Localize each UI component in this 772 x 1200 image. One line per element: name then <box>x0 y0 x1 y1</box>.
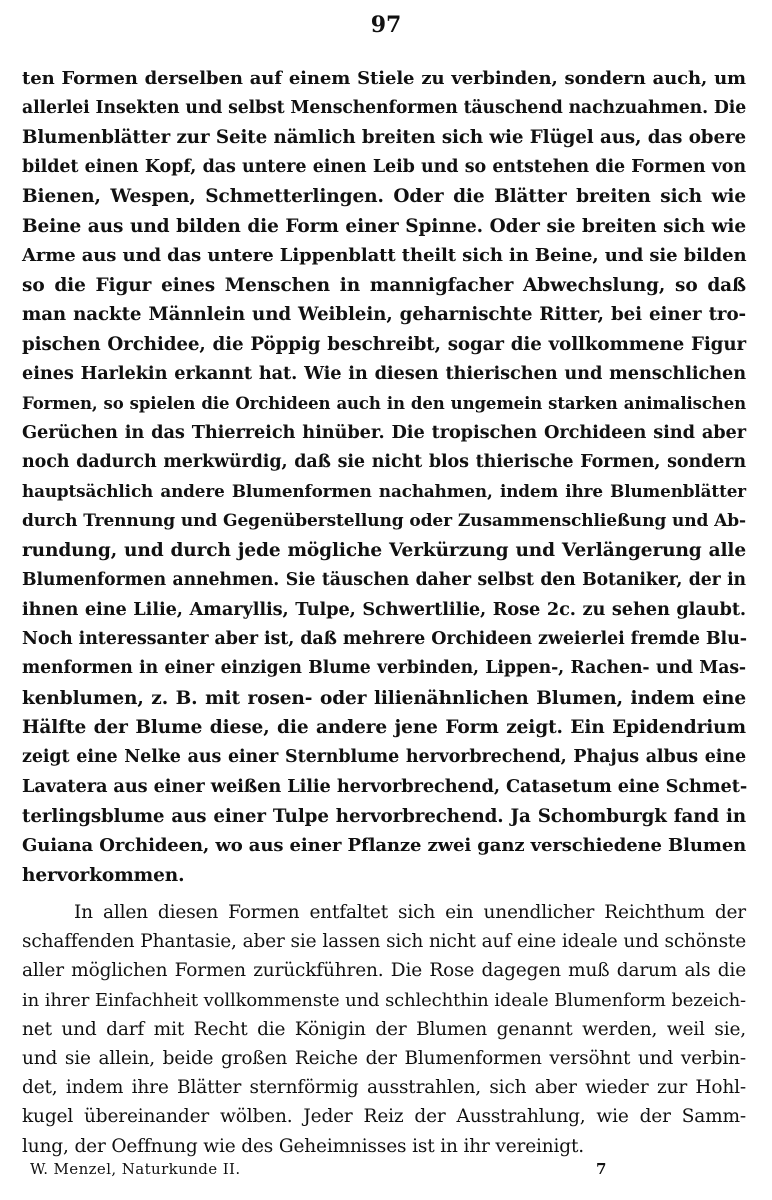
text-line: hervorkommen. <box>22 864 185 886</box>
text-line: Guiana Orchideen, wo aus einer Pflanze zwei ganz verschiedene Blumen <box>22 835 747 856</box>
text-line: Formen, so spielen die Orchideen auch in den ungemein starken animalischen <box>22 393 746 413</box>
text-line: In allen diesen Formen entfaltet sich ein unendlicher Reichthum der <box>74 902 746 923</box>
text-line: Blumenblätter zur Seite nämlich breiten sich wie Flügel aus, das obere <box>22 127 746 148</box>
text-line: lung, der Oeffnung wie des Geheimnisses ist in ihr vereinigt. <box>22 1135 585 1157</box>
text-line: allerlei Insekten und selbst Menschenformen täuschend nachzuahmen. Die <box>22 97 747 118</box>
text-line: Beine aus und bilden die Form einer Spinne. Oder sie breiten sich wie <box>22 215 746 237</box>
text-line: Hälfte der Blume diese, die andere jene Form zeigt. Ein Epidendrium <box>22 717 746 738</box>
text-line: det, indem ihre Blätter sternförmig ausstrahlen, sich aber wieder zur Hohl- <box>22 1077 746 1099</box>
page-footer <box>30 1160 730 1188</box>
page-number: 97 <box>370 12 402 38</box>
text-line: eines Harlekin erkannt hat. Wie in diesen thierischen und menschlichen <box>22 363 746 384</box>
text-line: Noch interessanter aber ist, daß mehrere Orchideen zweierlei fremde Blu- <box>22 628 747 649</box>
text-line: schaffenden Phantasie, aber sie lassen sich nicht auf eine ideale und schönste <box>22 931 746 953</box>
text-line: so die Figur eines Menschen in mannigfacher Abwechslung, so daß <box>22 274 746 296</box>
paragraph-1 <box>22 64 746 890</box>
text-line: Arme aus und das untere Lippenblatt theilt sich in Beine, und sie bilden <box>22 245 747 266</box>
text-line: pischen Orchidee, die Pöppig beschreibt, sogar die vollkommene Figur <box>22 333 746 355</box>
text-line: terlingsblume aus einer Tulpe hervorbrechend. Ja Schomburgk fand in <box>22 805 746 827</box>
text-line: Blumenformen annehmen. Sie täuschen daher selbst den Botaniker, der in <box>22 569 746 590</box>
text-line: bildet einen Kopf, das untere einen Leib und so entstehen die Formen von <box>22 156 746 177</box>
text-line: menformen in einer einzigen Blume verbinden, Lippen-, Rachen- und Mas- <box>22 658 746 678</box>
text-line: man nackte Männlein und Weiblein, geharnischte Ritter, bei einer tro- <box>22 304 746 325</box>
text-line: Bienen, Wespen, Schmetterlingen. Oder die Blätter breiten sich wie <box>22 186 746 207</box>
text-line: Lavatera aus einer weißen Lilie hervorbrechend, Catasetum eine Schmet- <box>22 776 748 797</box>
text-line: ihnen eine Lilie, Amaryllis, Tulpe, Schwertlilie, Rose 2c. zu sehen glaubt. <box>22 599 746 620</box>
footer-signature: W. Menzel, Naturkunde II. <box>30 1160 241 1178</box>
text-line: kenblumen, z. B. mit rosen- oder lilienähnlichen Blumen, indem eine <box>22 687 746 709</box>
text-line: noch dadurch merkwürdig, daß sie nicht blos thierische Formen, sondern <box>22 451 746 472</box>
text-line: Gerüchen in das Thierreich hinüber. Die tropischen Orchideen sind aber <box>22 422 746 443</box>
text-line: aller möglichen Formen zurückführen. Die Rose dagegen muß darum als die <box>22 960 746 982</box>
text-line: net und darf mit Recht die Königin der Blumen genannt werden, weil sie, <box>22 1018 746 1040</box>
sheet-mark: 7 <box>596 1160 607 1178</box>
text-line: kugel übereinander wölben. Jeder Reiz der Ausstrahlung, wie der Samm- <box>22 1106 746 1128</box>
text-line: hauptsächlich andere Blumenformen nachahmen, indem ihre Blumenblätter <box>22 481 746 501</box>
paragraph-2 <box>22 898 746 1161</box>
text-line: in ihrer Einfachheit vollkommenste und schlechthin ideale Blumenform bezeich- <box>22 989 746 1011</box>
text-line: rundung, und durch jede mögliche Verkürzung und Verlängerung alle <box>22 540 746 561</box>
text-line: zeigt eine Nelke aus einer Sternblume hervorbrechend, Phajus albus eine <box>22 746 746 767</box>
text-line: durch Trennung und Gegenüberstellung oder Zusammenschließung und Ab- <box>22 510 746 531</box>
text-line: und sie allein, beide großen Reiche der Blumenformen versöhnt und verbin- <box>22 1047 746 1069</box>
text-line: ten Formen derselben auf einem Stiele zu verbinden, sondern auch, um <box>22 68 746 89</box>
